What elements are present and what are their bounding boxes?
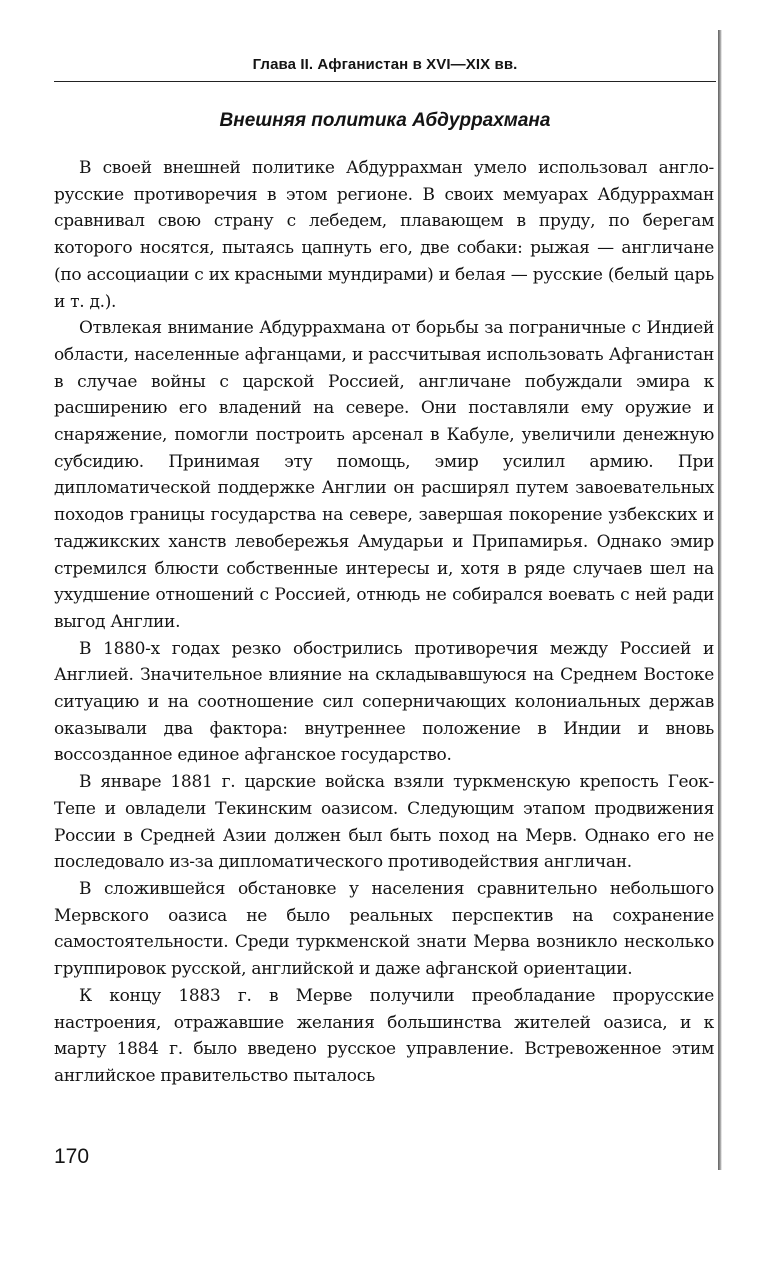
paragraph: В своей внешней политике Абдуррахман умело использовал англо-русские противоречия в этом регионе. В своих мемуарах Абдуррахман сравнивал свою страну с лебедем, плавающем в пруду, по берегам которого носятся, пытаясь цапнуть его, две собаки: рыжая — англичане (по ассоциации с их красными мундирами) и белая — русские (белый царь и т. д.). [54,158,714,312]
paragraph: В сложившейся обстановке у населения сравнительно небольшого Мервского оазиса не было реальных перспектив на сохранение самостоятельности. Среди туркменской знати Мерва возникло несколько группировок русской, английской и даже афганской ориентации. [54,878,714,980]
running-head: Глава II. Афганистан в XVI—XIX вв. [252,56,518,73]
page-number: 170 [54,1145,90,1168]
header-rule [54,81,716,82]
section-title: Внешняя политика Абдуррахмана [219,110,551,131]
paragraph: В январе 1881 г. царские войска взяли туркменскую крепость Геок-Тепе и овладели Текинским оазисом. Следующим этапом продвижения России в Средней Азии должен был быть поход на Мерв. Однако его не последовало из-за дипломатического противодействия англичан. [54,772,714,873]
page-edge-shadow [718,30,722,1170]
paragraph: Отвлекая внимание Абдуррахмана от борьбы за пограничные с Индией области, населенные афганцами, и рассчитывая использовать Афганистан в случае войны с царской Россией, англичане побуждали эмира к расширению его владений на севере. Они поставляли ему оружие и снаряжение, помогли построить арсенал в Кабуле, увеличили денежную субсидию. Принимая эту помощь, эмир усилил армию. При дипломатической поддержке Англии он расширял путем завоевательных походов границы государства на севере, завершая покорение узбекских и таджикских ханств левобережья Амударьи и Припамирья. Однако эмир стремился блюсти собственные интересы и, хотя в ряде случаев шел на ухудшение отношений с Россией, отнюдь не собирался воевать с ней ради выгод Англии. [54,318,714,632]
paragraph: К концу 1883 г. в Мерве получили преобладание прорусские настроения, отражавшие желания большинства жителей оазиса, и к марту 1884 г. было введено русское управление. Встревоженное этим английское правительство пыталось [54,985,714,1086]
body-text [54,155,714,1090]
paragraph: В 1880-х годах резко обострились противоречия между Россией и Англией. Значительное влияние на складывавшуюся на Среднем Востоке ситуацию и на соотношение сил соперничающих колониальных держав оказывали два фактора: внутреннее положение в Индии и вновь воссозданное единое афганское государство. [54,638,714,766]
